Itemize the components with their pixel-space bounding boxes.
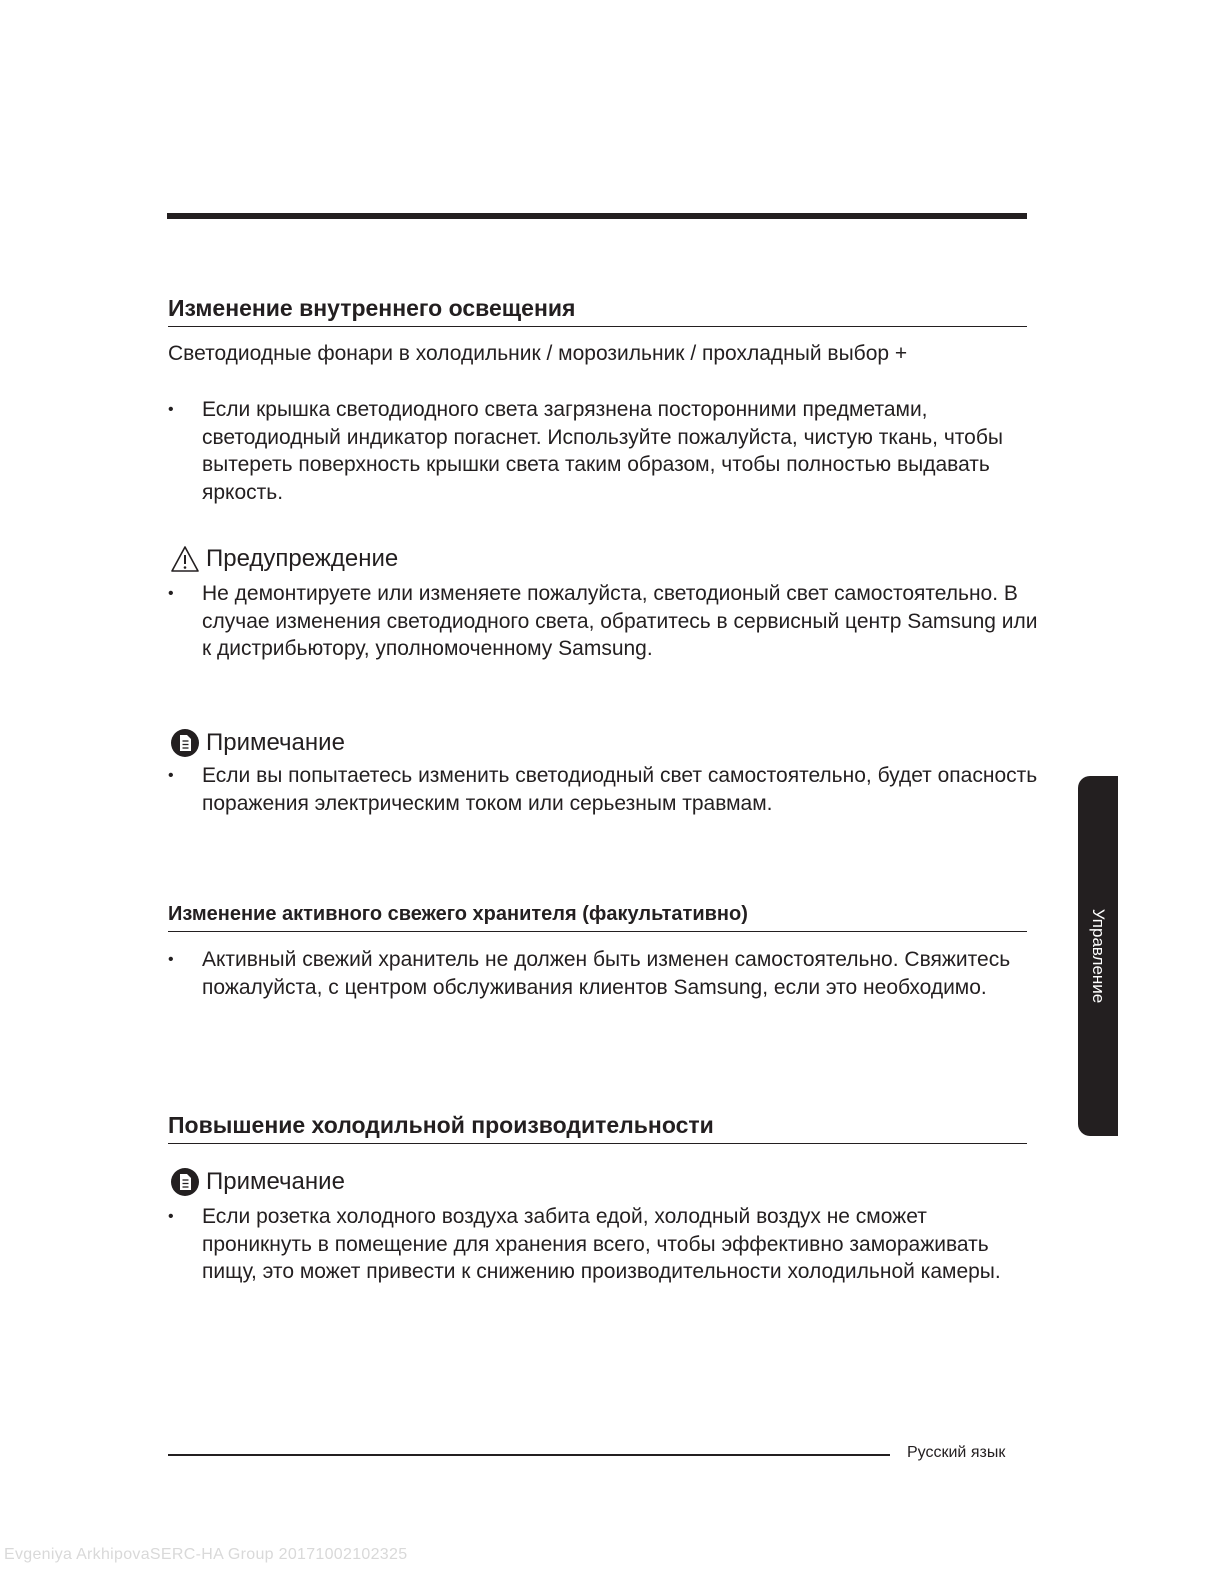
section-intro: Светодиодные фонари в холодильник / морозильник / прохладный выбор + xyxy=(168,342,908,365)
footer-rule xyxy=(168,1454,890,1456)
note-label xyxy=(170,1167,345,1197)
note-label-text: Примечание xyxy=(206,729,345,756)
note-label-text: Примечание xyxy=(206,1168,345,1195)
bullet-dot: • xyxy=(168,767,174,784)
bullet-text: Если вы попытаетесь изменить светодиодный свет самостоятельно, будет опасность поражения электрическим током или серьезным травмам. xyxy=(202,764,1038,815)
bullet-dot: • xyxy=(168,401,174,418)
warning-triangle-icon xyxy=(170,544,200,574)
list-item xyxy=(168,580,1038,663)
warning-label xyxy=(170,544,398,574)
note-document-icon xyxy=(170,728,200,758)
footer-language: Русский язык xyxy=(907,1444,1006,1461)
bullet-dot: • xyxy=(168,1208,174,1225)
side-chapter-tab xyxy=(1078,776,1118,1136)
watermark: Evgeniya ArkhipovaSERC-HA Group 20171002102325 xyxy=(4,1546,408,1563)
bullet-text: Не демонтируете или изменяете пожалуйста, светодионый свет самостоятельно. В случае изменения светодиодного света, обратитесь в сервисный центр Samsung или к дистрибьютору, уполномоченному Samsung. xyxy=(202,582,1038,661)
bullet-text: Если розетка холодного воздуха забита едой, холодный воздух не сможет проникнуть в помещение для хранения всего, чтобы эффективно замораживать пищу, это может привести к снижению производительности холодильной камеры. xyxy=(202,1205,1001,1284)
section-title-cooling: Повышение холодильной производительности xyxy=(168,1110,1027,1144)
bullet-dot: • xyxy=(168,951,174,968)
warning-label-text: Предупреждение xyxy=(206,545,399,572)
note-document-icon xyxy=(170,1167,200,1197)
list-item xyxy=(168,762,1038,817)
bullet-dot: • xyxy=(168,585,174,602)
list-item xyxy=(168,946,1038,1001)
side-chapter-tab-label: Управление xyxy=(1089,908,1108,1004)
top-rule xyxy=(167,213,1027,219)
bullet-text: Если крышка светодиодного света загрязнена посторонними предметами, светодиодный индикатор погаснет. Используйте пожалуйста, чистую ткань, чтобы вытереть поверхность крышки света таким образом, чтобы полностью выдавать яркость. xyxy=(202,398,1003,504)
bullet-text: Активный свежий хранитель не должен быть изменен самостоятельно. Свяжитесь пожалуйста, с центром обслуживания клиентов Samsung, если это необходимо. xyxy=(202,948,1011,999)
section-title-fresh-keeper: Изменение активного свежего хранителя (факультативно) xyxy=(168,901,1027,932)
list-item xyxy=(168,396,1038,506)
section-title-lighting: Изменение внутреннего освещения xyxy=(168,293,1027,327)
note-label xyxy=(170,728,345,758)
list-item xyxy=(168,1203,1038,1286)
